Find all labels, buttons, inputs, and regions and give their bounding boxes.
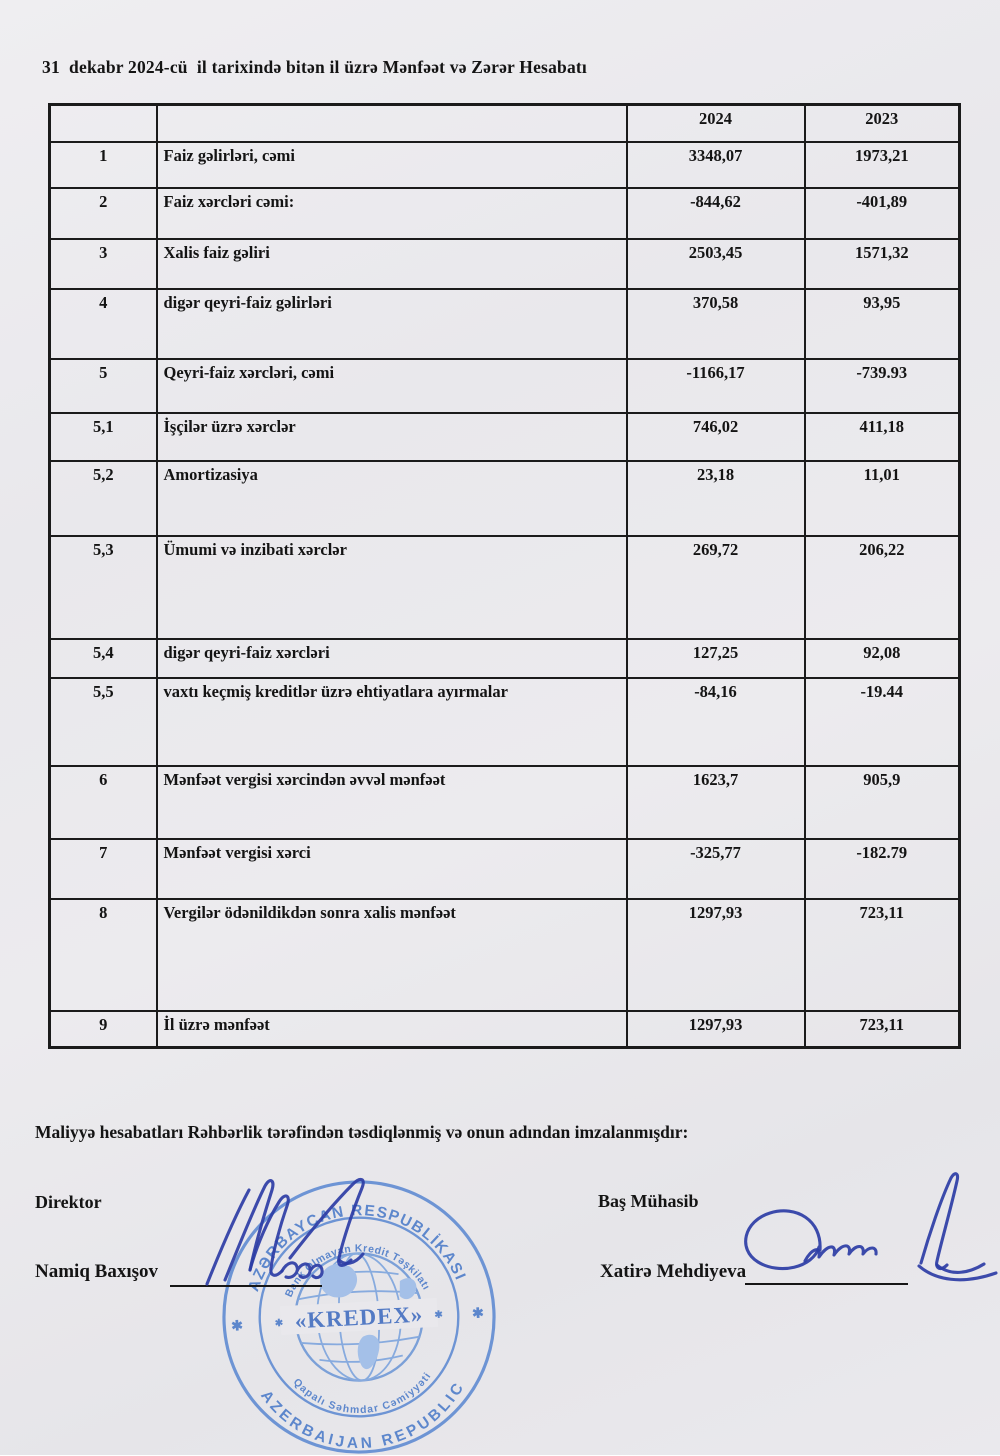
value-2024-cell: -325,77 (627, 839, 805, 899)
row-label-cell: Faiz gəlirləri, cəmi (157, 142, 627, 188)
row-number-cell: 9 (50, 1011, 157, 1048)
row-label-cell: Amortizasiya (157, 461, 627, 536)
value-2024-cell: 370,58 (627, 289, 805, 359)
stamp-outer-top-text: AZƏRBAYCAN RESPUBLİKASI (245, 1202, 470, 1294)
value-2024-cell: 1297,93 (627, 899, 805, 1011)
director-name: Namiq Baxışov (35, 1261, 158, 1282)
value-2023-cell: 723,11 (805, 1011, 960, 1048)
value-2023-cell: 11,01 (805, 461, 960, 536)
row-label-cell: İl üzrə mənfəət (157, 1011, 627, 1048)
row-number-cell: 5,4 (50, 639, 157, 678)
stamp-inner-bottom-text: Qapalı Səhmdar Cəmiyyəti (290, 1370, 434, 1417)
value-2023-cell: 93,95 (805, 289, 960, 359)
value-2023-cell: 411,18 (805, 413, 960, 461)
value-2024-cell: 1297,93 (627, 1011, 805, 1048)
table-row (50, 1011, 960, 1048)
stamp-separator-icon: ✱ (274, 1317, 284, 1330)
value-2023-cell: -19.44 (805, 678, 960, 766)
row-number-cell: 6 (50, 766, 157, 839)
value-2023-cell: 723,11 (805, 899, 960, 1011)
value-2024-cell: -84,16 (627, 678, 805, 766)
table-row (50, 678, 960, 766)
row-label-cell: vaxtı keçmiş kreditlər üzrə ehtiyatlara ayırmalar (157, 678, 627, 766)
approval-statement: Maliyyə hesabatları Rəhbərlik tərəfindən təsdiqlənmiş və onun adından imzalanmışdır: (35, 1122, 689, 1142)
year-2024-header: 2024 (627, 105, 805, 142)
table-row (50, 289, 960, 359)
value-2024-cell: 23,18 (627, 461, 805, 536)
row-label-cell: digər qeyri-faiz xərcləri (157, 639, 627, 678)
value-2023-cell: 1571,32 (805, 239, 960, 289)
row-number-cell: 2 (50, 188, 157, 239)
table-row (50, 142, 960, 188)
table-row (50, 899, 960, 1011)
value-2023-cell: -182.79 (805, 839, 960, 899)
table-row (50, 536, 960, 639)
svg-text:Qapalı Səhmdar Cəmiyyəti (290, 1370, 436, 1420)
value-2023-cell: 206,22 (805, 536, 960, 639)
accountant-signature (700, 1165, 1000, 1315)
empty-header-cell (157, 105, 627, 142)
director-role-label: Direktor (35, 1192, 102, 1212)
value-2024-cell: 746,02 (627, 413, 805, 461)
table-row (50, 239, 960, 289)
row-number-cell: 5 (50, 359, 157, 413)
pnl-table (48, 103, 961, 1049)
empty-header-cell (50, 105, 157, 142)
stamp-separator-icon: ✱ (471, 1304, 485, 1322)
row-number-cell: 4 (50, 289, 157, 359)
value-2023-cell: 905,9 (805, 766, 960, 839)
stamp-center-text: «KREDEX» (294, 1301, 424, 1334)
row-label-cell: digər qeyri-faiz gəlirləri (157, 289, 627, 359)
row-number-cell: 5,5 (50, 678, 157, 766)
value-2023-cell: 92,08 (805, 639, 960, 678)
director-signature (195, 1168, 380, 1298)
row-number-cell: 1 (50, 142, 157, 188)
year-2023-header: 2023 (805, 105, 960, 142)
value-2024-cell: 269,72 (627, 536, 805, 639)
table-row (50, 188, 960, 239)
chief-accountant-role-label: Baş Mühasib (598, 1191, 699, 1211)
table-row (50, 359, 960, 413)
page-title: 31 dekabr 2024-cü il tarixində bitən il üzrə Mənfəət və Zərər Hesabatı (42, 57, 587, 77)
row-number-cell: 5,2 (50, 461, 157, 536)
table-row (50, 839, 960, 899)
row-label-cell: Ümumi və inzibati xərclər (157, 536, 627, 639)
row-label-cell: İşçilər üzrə xərclər (157, 413, 627, 461)
stamp-separator-icon: ✱ (434, 1309, 444, 1322)
row-label-cell: Faiz xərcləri cəmi: (157, 188, 627, 239)
row-label-cell: Mənfəət vergisi xərci (157, 839, 627, 899)
table-row (50, 461, 960, 536)
value-2024-cell: 3348,07 (627, 142, 805, 188)
table-row (50, 766, 960, 839)
value-2024-cell: 2503,45 (627, 239, 805, 289)
value-2023-cell: 1973,21 (805, 142, 960, 188)
stamp-inner-top-text: Bank Olmayan Kredit Təşkilatı (283, 1243, 432, 1300)
value-2024-cell: -844,62 (627, 188, 805, 239)
value-2024-cell: 1623,7 (627, 766, 805, 839)
table-row (50, 413, 960, 461)
row-label-cell: Mənfəət vergisi xərcindən əvvəl mənfəət (157, 766, 627, 839)
value-2023-cell: -401,89 (805, 188, 960, 239)
table-header-row (50, 105, 960, 142)
chief-accountant-name: Xatirə Mehdiyeva (600, 1261, 747, 1282)
row-label-cell: Xalis faiz gəliri (157, 239, 627, 289)
row-number-cell: 3 (50, 239, 157, 289)
value-2024-cell: 127,25 (627, 639, 805, 678)
stamp-separator-icon: ✱ (230, 1317, 244, 1334)
row-number-cell: 8 (50, 899, 157, 1011)
value-2023-cell: -739.93 (805, 359, 960, 413)
row-number-cell: 5,1 (50, 413, 157, 461)
row-number-cell: 7 (50, 839, 157, 899)
row-number-cell: 5,3 (50, 536, 157, 639)
stamp-outer-bottom-text: AZERBAIJAN REPUBLIC (257, 1377, 469, 1453)
table-row (50, 639, 960, 678)
value-2024-cell: -1166,17 (627, 359, 805, 413)
row-label-cell: Qeyri-faiz xərcləri, cəmi (157, 359, 627, 413)
row-label-cell: Vergilər ödənildikdən sonra xalis mənfəət (157, 899, 627, 1011)
